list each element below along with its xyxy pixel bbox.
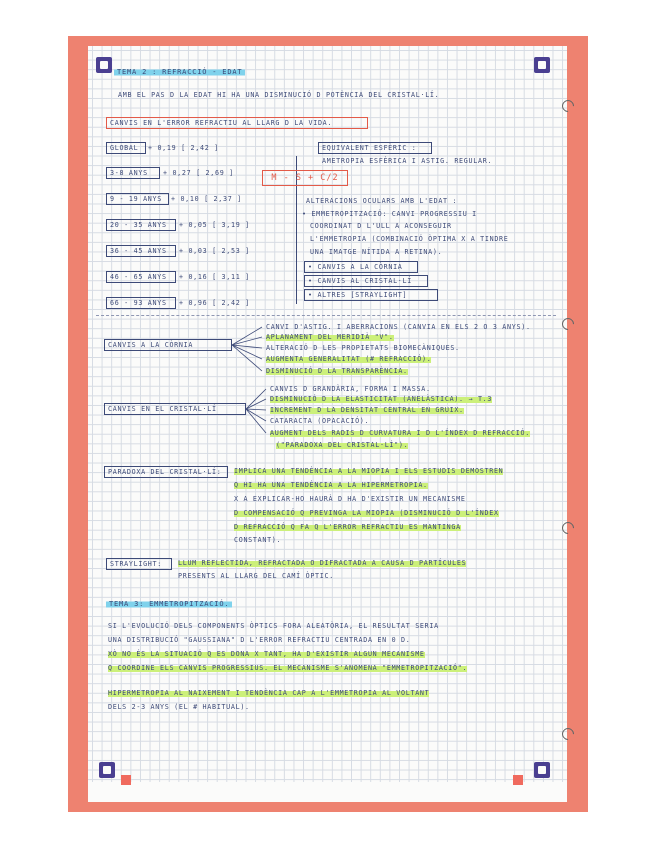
age-label: 3-8 ANYS: [106, 167, 160, 179]
tema3-paragraph-line: UNA DISTRIBUCIÓ "GAUSSIANA" D L'ERROR REFRACTIU CENTRADA EN 0 D.: [108, 636, 411, 644]
age-value: + 0,96 [ 2,42 ]: [179, 299, 250, 307]
age-value: + 0,16 [ 3,11 ]: [179, 273, 250, 281]
paradox-label: PARADOXA DEL CRISTAL·LÍ:: [104, 466, 228, 478]
cornea-item: DISMINUCIÓ D LA TRANSPARÈNCIA.: [266, 367, 408, 375]
crystalline-item: ("PARADOXA DEL CRISTAL·LÍ").: [276, 441, 409, 449]
cornea-item: AUGMENTA GENERALITAT (# REFRACCIÓ).: [266, 355, 432, 363]
intro-text: AMB EL PAS D LA EDAT HI HA UNA DISMINUCIÓ D POTÈNCIA DEL CRISTAL·LÍ.: [118, 91, 440, 99]
alterations-line: L'EMMETROPIA (COMBINACIÓ ÒPTIMA X A TINDRE: [310, 235, 509, 243]
alterations-title: ALTERACIONS OCULARS AMB L'EDAT :: [306, 197, 458, 205]
crystalline-item: AUGMENT DELS RADIS D CURVATURA I D L'ÍNDEX D REFRACCIÓ.: [270, 429, 530, 437]
tema3-closing-line: DELS 2-3 ANYS (EL # HABITUAL).: [108, 703, 250, 711]
straylight-label: STRAYLIGHT:: [106, 558, 172, 570]
cornea-item: APLANAMENT DEL MERIDIÀ "V".: [266, 333, 394, 341]
alterations-line: COORDINAT D L'ULL A ACONSEGUIR: [310, 222, 452, 230]
tema3-closing-line: HIPERMETROPIA AL NAIXEMENT I TENDÈNCIA CAP A L'EMMETROPIA AL VOLTANT: [108, 689, 430, 697]
age-value: + 0,27 [ 2,69 ]: [163, 169, 234, 177]
page-title: TEMA 2 : REFRACCIÓ - EDAT: [114, 67, 245, 77]
age-label: 66 - 93 ANYS: [106, 297, 176, 309]
crystalline-item: CATARACTA (OPACACIÓ).: [270, 417, 370, 425]
age-value: + 0,10 [ 2,37 ]: [171, 195, 242, 203]
tema3-title: TEMA 3: EMMETROPITZACIÓ.: [106, 599, 232, 609]
alterations-box: • ALTRES [STRAYLIGHT]: [304, 289, 438, 301]
age-label: 20 - 35 ANYS: [106, 219, 176, 231]
equivalent-text: AMETROPIA ESFÈRICA I ASTIG. REGULAR.: [322, 157, 493, 165]
paradox-line: Q HI HA UNA TENDÈNCIA A LA HIPERMETROPIA.: [234, 481, 428, 489]
paradox-line: CONSTANT).: [234, 536, 282, 544]
alterations-box: • CANVIS AL CRISTAL·LÍ: [304, 275, 428, 287]
paradox-line: D REFRACCIÓ Q FA Q L'ERROR REFRACTIU ES MANTINGA: [234, 523, 461, 531]
tema3-paragraph-line: Q COORDINE ELS CANVIS PROGRESSIUS. EL MECANISME S'ANOMENA "EMMETROPITZACIÓ".: [108, 664, 468, 672]
age-value: + 0,19 [ 2,42 ]: [148, 144, 219, 152]
age-value: + 0,03 [ 2,53 ]: [179, 247, 250, 255]
equivalent-title: EQUIVALENT ESFÈRIC :: [318, 142, 432, 154]
tema3-paragraph-line: SI L'EVOLUCIÓ DELS COMPONENTS ÒPTICS FORA ALEATÒRIA, EL RESULTAT SERIA: [108, 622, 439, 630]
paradox-line: X A EXPLICAR-HO HAURÀ D HA D'EXISTIR UN MECANISME: [234, 495, 466, 503]
alterations-line: • EMMETROPITZACIÓ: CANVI PROGRESSIU I: [302, 210, 477, 218]
age-value: + 0,05 [ 3,19 ]: [179, 221, 250, 229]
straylight-line: PRESENTS AL LLARG DEL CAMÍ ÒPTIC.: [178, 572, 334, 580]
age-label: 46 - 65 ANYS: [106, 271, 176, 283]
equivalent-formula: M - S + C/2: [262, 170, 348, 186]
straylight-line: LLUM REFLECTIDA, REFRACTADA O DIFRACTADA A CAUSA D PARTÍCULES: [178, 559, 467, 567]
paradox-line: D COMPENSACIÓ Q PREVINGA LA MIOPIA (DISMINUCIÓ D L'ÍNDEX: [234, 509, 499, 517]
crystalline-label: CANVIS EN EL CRISTAL·LÍ: [104, 403, 246, 415]
crystalline-item: INCREMENT D LA DENSITAT CENTRAL EN GRUIX.: [270, 406, 464, 414]
crystalline-item: CANVIS D GRANDÀRIA, FORMA I MASSA.: [270, 385, 431, 393]
alterations-line: UNA IMATGE NÍTIDA A RETINA).: [310, 248, 443, 256]
age-label: 36 - 45 ANYS: [106, 245, 176, 257]
cornea-item: CANVI D'ASTIG. I ABERRACIONS (CANVIA EN ELS 2 O 3 ANYS).: [266, 323, 531, 331]
tema3-paragraph-line: XÒ NO ÉS LA SITUACIÓ Q ES DONA X TANT, HA D'EXISTIR ALGUN MECANISME: [108, 650, 425, 658]
crystalline-item: DISMINUCIÓ D LA ELASTICITAT (ANELÀSTICA). → T.3: [270, 395, 493, 403]
cornea-item: ALTERACIÓ D LES PROPIETATS BIOMECÀNIQUES.: [266, 344, 460, 352]
age-label: GLOBAL: [106, 142, 146, 154]
cornea-label: CANVIS A LA CÒRNIA: [104, 339, 232, 351]
age-label: 9 - 19 ANYS: [106, 193, 169, 205]
paradox-line: IMPLICA UNA TENDÈNCIA A LA MIOPIA I ELS ESTUDIS DEMOSTREN: [234, 467, 504, 475]
alterations-box: • CANVIS A LA CÒRNIA: [304, 261, 418, 273]
section-title: CANVIS EN L'ERROR REFRACTIU AL LLARG D LA VIDA.: [106, 117, 368, 129]
